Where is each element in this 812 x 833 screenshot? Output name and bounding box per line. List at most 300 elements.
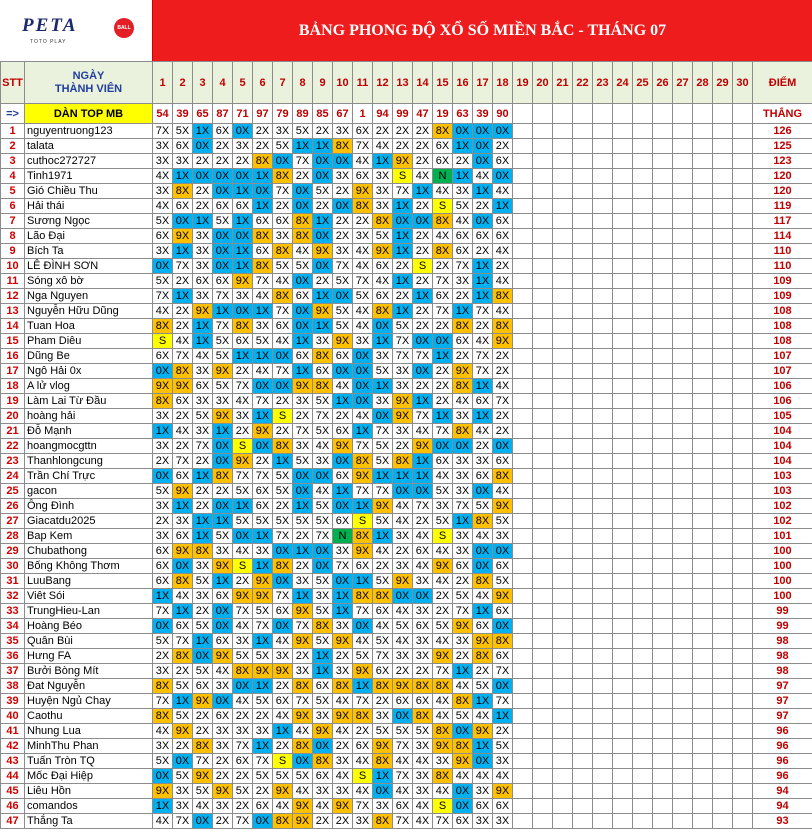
day-result-cell: 5X <box>373 634 393 649</box>
day-result-cell: 4X <box>493 184 513 199</box>
day-result-cell: 8X <box>193 739 213 754</box>
day-result-cell: 1X <box>473 274 493 289</box>
empty-cell <box>713 499 733 514</box>
empty-cell <box>553 379 573 394</box>
day-header: 2 <box>173 62 193 104</box>
day-result-cell: 9X <box>493 334 513 349</box>
day-result-cell: 8X <box>153 319 173 334</box>
day-result-cell: 8X <box>373 679 393 694</box>
row-number: 11 <box>1 274 25 289</box>
empty-cell <box>553 439 573 454</box>
day-result-cell: 2X <box>193 604 213 619</box>
empty-cell <box>653 619 673 634</box>
row-number: 34 <box>1 619 25 634</box>
day-result-cell: 6X <box>153 349 173 364</box>
row-number: 41 <box>1 724 25 739</box>
day-result-cell: 9X <box>493 499 513 514</box>
top-number-cell: 94 <box>373 104 393 124</box>
empty-cell <box>733 499 753 514</box>
day-result-cell: 7X <box>233 604 253 619</box>
day-result-cell: 8X <box>333 679 353 694</box>
empty-cell <box>713 199 733 214</box>
day-result-cell: 5X <box>153 634 173 649</box>
empty-cell <box>533 139 553 154</box>
day-result-cell: 5X <box>373 364 393 379</box>
day-result-cell: 2X <box>253 709 273 724</box>
day-result-cell: 4X <box>333 694 353 709</box>
empty-cell <box>513 604 533 619</box>
day-result-cell: 2X <box>293 409 313 424</box>
day-result-cell: 7X <box>453 604 473 619</box>
row-number: 10 <box>1 259 25 274</box>
day-result-cell: 9X <box>393 574 413 589</box>
day-result-cell: 6X <box>493 214 513 229</box>
empty-cell <box>633 319 653 334</box>
day-result-cell: 4X <box>353 244 373 259</box>
member-points: 102 <box>753 499 812 514</box>
day-result-cell: 7X <box>213 289 233 304</box>
empty-cell <box>593 199 613 214</box>
day-result-cell: 3X <box>393 559 413 574</box>
empty-cell <box>553 349 573 364</box>
empty-cell <box>653 259 673 274</box>
empty-cell <box>653 814 673 829</box>
empty-cell <box>673 664 693 679</box>
empty-cell <box>653 784 673 799</box>
day-result-cell: 3X <box>393 424 413 439</box>
day-result-cell: 3X <box>233 409 253 424</box>
day-result-cell: 6X <box>273 214 293 229</box>
empty-cell <box>553 289 573 304</box>
top-row <box>1 104 812 124</box>
day-result-cell: 8X <box>453 739 473 754</box>
day-result-cell: 5X <box>213 379 233 394</box>
day-result-cell: 2X <box>293 649 313 664</box>
member-name: Hoàng Béo <box>25 619 153 634</box>
empty-cell <box>693 769 713 784</box>
day-result-cell: 9X <box>333 709 353 724</box>
day-result-cell: 3X <box>333 244 353 259</box>
day-result-cell: 8X <box>413 709 433 724</box>
day-result-cell: 6X <box>253 499 273 514</box>
empty-cell <box>733 454 753 469</box>
day-result-cell: 9X <box>473 724 493 739</box>
empty-cell <box>553 514 573 529</box>
day-result-cell: 8X <box>173 364 193 379</box>
day-result-cell: 8X <box>313 754 333 769</box>
member-points: 104 <box>753 424 812 439</box>
day-header: 29 <box>713 62 733 104</box>
day-result-cell: 4X <box>173 424 193 439</box>
member-name: Dũng Be <box>25 349 153 364</box>
member-name: Hưng FA <box>25 649 153 664</box>
top-numbers-label: DÀN TOP MB <box>25 104 153 124</box>
empty-cell <box>513 544 533 559</box>
day-result-cell: 2X <box>273 199 293 214</box>
empty-cell <box>713 814 733 829</box>
table-row <box>1 334 812 349</box>
day-result-cell: S <box>273 754 293 769</box>
empty-cell <box>733 604 753 619</box>
day-header: 19 <box>513 62 533 104</box>
empty-cell <box>733 334 753 349</box>
day-result-cell: 4X <box>153 724 173 739</box>
day-header: 30 <box>733 62 753 104</box>
table-row <box>1 319 812 334</box>
day-result-cell: 0X <box>293 274 313 289</box>
empty-cell <box>613 304 633 319</box>
empty-cell <box>573 679 593 694</box>
day-header: 15 <box>433 62 453 104</box>
day-result-cell: 4X <box>353 304 373 319</box>
day-result-cell: 5X <box>453 589 473 604</box>
member-name: LÊ ĐÌNH SƠN <box>25 259 153 274</box>
empty-cell <box>653 124 673 139</box>
day-result-cell: 8X <box>433 679 453 694</box>
day-result-cell: 6X <box>493 154 513 169</box>
empty-cell <box>593 589 613 604</box>
empty-cell <box>713 649 733 664</box>
empty-cell <box>533 289 553 304</box>
day-result-cell: 5X <box>313 514 333 529</box>
member-points: 97 <box>753 709 812 724</box>
empty-cell <box>713 799 733 814</box>
top-number-cell: 65 <box>193 104 213 124</box>
day-result-cell: 6X <box>273 319 293 334</box>
row-number: 23 <box>1 454 25 469</box>
empty-cell <box>553 184 573 199</box>
empty-cell <box>533 104 553 124</box>
empty-cell <box>733 469 753 484</box>
row-number: 14 <box>1 319 25 334</box>
day-result-cell: 4X <box>293 724 313 739</box>
day-result-cell: 8X <box>353 529 373 544</box>
day-result-cell: 7X <box>253 469 273 484</box>
day-result-cell: 4X <box>193 799 213 814</box>
empty-cell <box>593 799 613 814</box>
day-result-cell: 1X <box>393 244 413 259</box>
empty-cell <box>573 799 593 814</box>
empty-cell <box>733 304 753 319</box>
empty-cell <box>653 694 673 709</box>
empty-cell <box>613 169 633 184</box>
day-result-cell: 1X <box>293 139 313 154</box>
day-result-cell: 3X <box>153 739 173 754</box>
day-result-cell: 7X <box>353 139 373 154</box>
table-row <box>1 559 812 574</box>
empty-cell <box>553 364 573 379</box>
empty-cell <box>593 739 613 754</box>
day-result-cell: 1X <box>193 334 213 349</box>
empty-cell <box>693 799 713 814</box>
empty-cell <box>733 589 753 604</box>
empty-cell <box>593 244 613 259</box>
day-result-cell: 4X <box>453 679 473 694</box>
day-result-cell: 9X <box>493 784 513 799</box>
day-result-cell: 7X <box>253 274 273 289</box>
day-result-cell: 9X <box>333 799 353 814</box>
day-result-cell: S <box>233 439 253 454</box>
day-result-cell: 5X <box>313 499 333 514</box>
day-result-cell: 3X <box>473 454 493 469</box>
empty-cell <box>713 694 733 709</box>
day-result-cell: 1X <box>473 259 493 274</box>
empty-cell <box>513 649 533 664</box>
day-result-cell: 1X <box>253 679 273 694</box>
empty-cell <box>733 274 753 289</box>
day-result-cell: 6X <box>473 619 493 634</box>
empty-cell <box>693 379 713 394</box>
member-points: 120 <box>753 184 812 199</box>
day-result-cell: 6X <box>373 289 393 304</box>
day-result-cell: 2X <box>193 184 213 199</box>
day-result-cell: 0X <box>153 364 173 379</box>
member-name: Thắng Ta <box>25 814 153 829</box>
table-row <box>1 649 812 664</box>
day-result-cell: 7X <box>253 619 273 634</box>
day-result-cell: 7X <box>293 154 313 169</box>
empty-cell <box>613 499 633 514</box>
empty-cell <box>633 724 653 739</box>
day-result-cell: 4X <box>393 604 413 619</box>
day-result-cell: 9X <box>193 694 213 709</box>
empty-cell <box>633 709 653 724</box>
member-name: hoangmocgttn <box>25 439 153 454</box>
day-result-cell: 5X <box>273 484 293 499</box>
day-result-cell: 2X <box>433 259 453 274</box>
member-points: 117 <box>753 214 812 229</box>
day-result-cell: 5X <box>473 499 493 514</box>
day-result-cell: 3X <box>453 529 473 544</box>
day-result-cell: 5X <box>253 334 273 349</box>
empty-cell <box>533 754 553 769</box>
member-name: Đat Nguyễn <box>25 679 153 694</box>
day-result-cell: 3X <box>453 454 473 469</box>
day-result-cell: 1X <box>393 199 413 214</box>
day-result-cell: 3X <box>273 649 293 664</box>
day-result-cell: 0X <box>273 154 293 169</box>
top-number-cell: 90 <box>493 104 513 124</box>
empty-cell <box>533 739 553 754</box>
day-result-cell: 9X <box>213 784 233 799</box>
day-result-cell: 4X <box>253 364 273 379</box>
day-result-cell: 6X <box>453 244 473 259</box>
empty-cell <box>533 664 553 679</box>
day-result-cell: 4X <box>413 559 433 574</box>
empty-cell <box>593 304 613 319</box>
day-result-cell: 9X <box>333 334 353 349</box>
day-result-cell: 9X <box>193 769 213 784</box>
empty-cell <box>733 799 753 814</box>
member-header: NGÀY THÀNH VIÊN <box>25 62 153 104</box>
empty-cell <box>573 139 593 154</box>
empty-cell <box>533 499 553 514</box>
table-row <box>1 739 812 754</box>
day-result-cell: 1X <box>253 559 273 574</box>
day-result-cell: 3X <box>313 784 333 799</box>
day-result-cell: 3X <box>193 289 213 304</box>
day-result-cell: 6X <box>413 694 433 709</box>
day-result-cell: S <box>353 514 373 529</box>
day-result-cell: 0X <box>473 139 493 154</box>
empty-cell <box>673 214 693 229</box>
day-result-cell: 8X <box>293 739 313 754</box>
day-result-cell: 6X <box>233 754 253 769</box>
day-result-cell: 0X <box>453 439 473 454</box>
empty-cell <box>733 439 753 454</box>
table-row <box>1 589 812 604</box>
empty-cell <box>593 124 613 139</box>
row-number: 37 <box>1 664 25 679</box>
day-result-cell: 0X <box>313 544 333 559</box>
empty-cell <box>713 574 733 589</box>
empty-cell <box>693 214 713 229</box>
day-result-cell: 0X <box>493 124 513 139</box>
row-number: 30 <box>1 559 25 574</box>
day-result-cell: 0X <box>213 604 233 619</box>
empty-cell <box>673 754 693 769</box>
day-result-cell: 8X <box>233 664 253 679</box>
day-result-cell: 9X <box>253 664 273 679</box>
day-result-cell: 5X <box>193 574 213 589</box>
empty-cell <box>553 424 573 439</box>
empty-cell <box>533 364 553 379</box>
table-row <box>1 199 812 214</box>
empty-cell <box>533 274 553 289</box>
day-result-cell: 2X <box>453 649 473 664</box>
day-result-cell: 5X <box>413 724 433 739</box>
empty-cell <box>633 469 653 484</box>
empty-cell <box>573 199 593 214</box>
day-header: 8 <box>293 62 313 104</box>
day-result-cell: 3X <box>333 784 353 799</box>
empty-cell <box>633 379 653 394</box>
day-result-cell: 2X <box>293 529 313 544</box>
member-points: 97 <box>753 679 812 694</box>
day-result-cell: 4X <box>493 484 513 499</box>
empty-cell <box>673 814 693 829</box>
row-number: 47 <box>1 814 25 829</box>
empty-cell <box>533 379 553 394</box>
day-result-cell: 9X <box>273 664 293 679</box>
empty-cell <box>693 199 713 214</box>
empty-cell <box>593 649 613 664</box>
empty-cell <box>553 499 573 514</box>
day-result-cell: 3X <box>413 784 433 799</box>
day-result-cell: 7X <box>353 799 373 814</box>
day-header: 13 <box>393 62 413 104</box>
empty-cell <box>713 514 733 529</box>
member-name: Tuan Hoa <box>25 319 153 334</box>
empty-cell <box>733 139 753 154</box>
empty-cell <box>673 724 693 739</box>
day-result-cell: 0X <box>273 619 293 634</box>
day-result-cell: 4X <box>173 589 193 604</box>
day-result-cell: 6X <box>193 379 213 394</box>
empty-cell <box>573 214 593 229</box>
empty-cell <box>513 799 533 814</box>
empty-cell <box>673 574 693 589</box>
day-result-cell: 5X <box>213 349 233 364</box>
empty-cell <box>593 319 613 334</box>
day-result-cell: 3X <box>173 514 193 529</box>
row-number: 7 <box>1 214 25 229</box>
empty-cell <box>513 214 533 229</box>
empty-cell <box>553 469 573 484</box>
member-points: 98 <box>753 649 812 664</box>
top-number-cell: 87 <box>213 104 233 124</box>
day-result-cell: 3X <box>373 169 393 184</box>
empty-cell <box>553 679 573 694</box>
day-result-cell: 4X <box>173 334 193 349</box>
empty-cell <box>613 289 633 304</box>
day-result-cell: 9X <box>393 154 413 169</box>
day-result-cell: 0X <box>173 214 193 229</box>
day-result-cell: 7X <box>333 559 353 574</box>
empty-cell <box>613 454 633 469</box>
empty-cell <box>553 124 573 139</box>
day-result-cell: 9X <box>213 559 233 574</box>
empty-cell <box>513 739 533 754</box>
empty-cell <box>673 769 693 784</box>
day-result-cell: 1X <box>153 589 173 604</box>
member-points: 100 <box>753 574 812 589</box>
empty-cell <box>653 499 673 514</box>
day-result-cell: 2X <box>473 439 493 454</box>
day-result-cell: 2X <box>493 424 513 439</box>
row-number: 26 <box>1 499 25 514</box>
day-result-cell: S <box>353 769 373 784</box>
day-result-cell: 0X <box>173 754 193 769</box>
day-result-cell: 0X <box>213 499 233 514</box>
empty-cell <box>733 199 753 214</box>
empty-cell <box>573 424 593 439</box>
empty-cell <box>553 319 573 334</box>
day-result-cell: 3X <box>173 784 193 799</box>
row-number: 20 <box>1 409 25 424</box>
day-result-cell: 9X <box>353 184 373 199</box>
empty-cell <box>573 469 593 484</box>
day-result-cell: 9X <box>213 649 233 664</box>
day-result-cell: 1X <box>413 289 433 304</box>
day-result-cell: 5X <box>353 289 373 304</box>
day-result-cell: 5X <box>233 484 253 499</box>
day-result-cell: 2X <box>333 739 353 754</box>
empty-cell <box>653 379 673 394</box>
day-result-cell: 6X <box>173 139 193 154</box>
day-result-cell: 0X <box>293 469 313 484</box>
day-result-cell: 0X <box>233 229 253 244</box>
empty-cell <box>513 679 533 694</box>
empty-cell <box>613 214 633 229</box>
day-result-cell: 2X <box>273 499 293 514</box>
day-result-cell: 5X <box>433 484 453 499</box>
empty-cell <box>513 754 533 769</box>
empty-cell <box>693 604 713 619</box>
day-header: 16 <box>453 62 473 104</box>
empty-cell <box>693 304 713 319</box>
day-result-cell: 3X <box>153 499 173 514</box>
day-result-cell: 9X <box>293 709 313 724</box>
empty-cell <box>533 574 553 589</box>
empty-cell <box>573 319 593 334</box>
day-result-cell: 5X <box>213 529 233 544</box>
day-result-cell: 2X <box>493 349 513 364</box>
empty-cell <box>513 769 533 784</box>
empty-cell <box>633 104 653 124</box>
day-result-cell: 6X <box>193 679 213 694</box>
day-result-cell: 0X <box>413 364 433 379</box>
